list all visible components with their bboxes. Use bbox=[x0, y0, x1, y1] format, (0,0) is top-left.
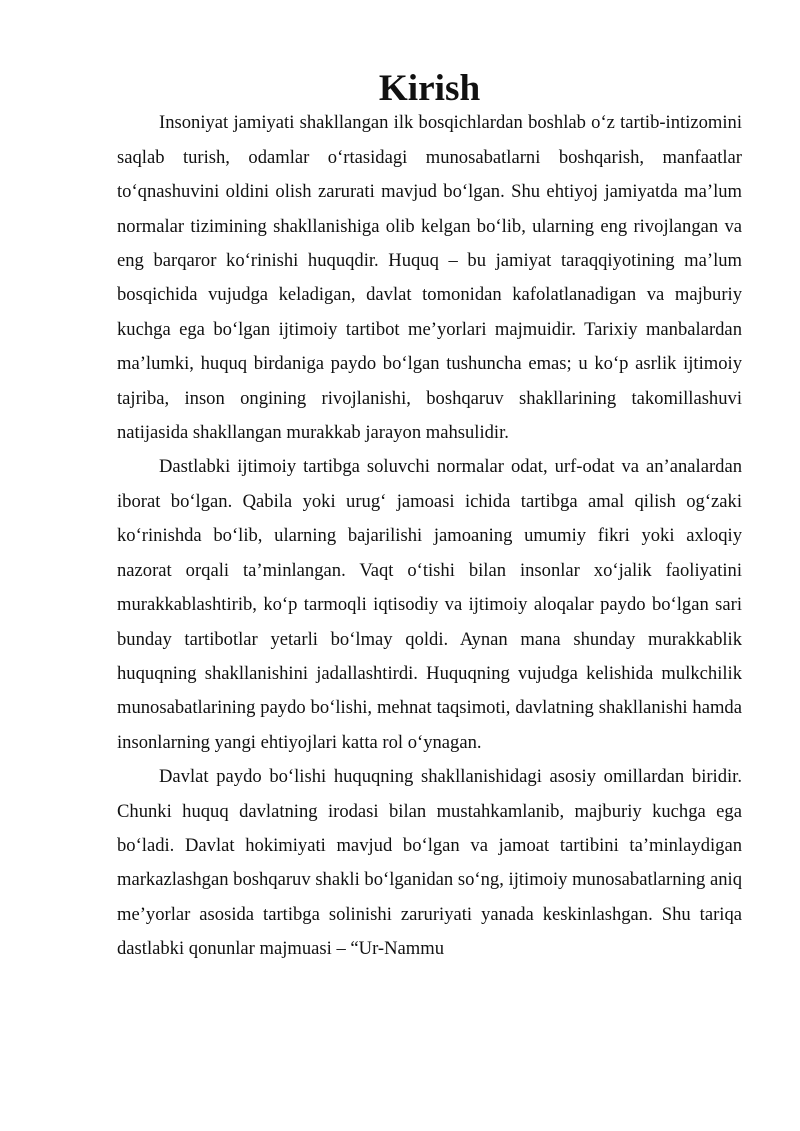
section-title: Kirish bbox=[378, 68, 481, 109]
paragraph-2: Dastlabki ijtimoiy tartibga soluvchi normalar odat, urf-odat va an’analardan iborat bo‘lgan. Qabila yoki urug‘ jamoasi ichida tartibga amal qilish og‘zaki ko‘rinishda bo‘lib, ularning bajarilishi jamoaning umumiy fikri yoki axloqiy nazorat orqali ta’minlangan. Vaqt o‘tishi bilan insonlar xo‘jalik faoliyatini murakkablashtirib, ko‘p tarmoqli iqtisodiy va ijtimoiy aloqalar paydo bo‘lgan sari bunday tartibotlar yetarli bo‘lmay qoldi. Aynan mana shunday murakkablik huquqning shakllanishini jadallashtirdi. Huquqning vujudga kelishida mulkchilik munosabatlarining paydo bo‘lishi, mehnat taqsimoti, davlatning shakllanishi hamda insonlarning yangi ehtiyojlari katta rol o‘ynagan. bbox=[117, 456, 742, 753]
document-page bbox=[117, 68, 742, 967]
paragraph-1: Insoniyat jamiyati shakllangan ilk bosqichlardan boshlab o‘z tartib-intizomini saqlab turish, odamlar o‘rtasidagi munosabatlarni boshqarish, manfaatlar to‘qnashuvini oldini olish zarurati mavjud bo‘lgan. Shu ehtiyoj jamiyatda ma’lum normalar tizimining shakllanishiga olib kelgan bo‘lib, ularning eng rivojlangan va eng barqaror ko‘rinishi huquqdir. Huquq – bu jamiyat taraqqiyotining ma’lum bosqichida vujudga keladigan, davlat tomonidan kafolatlanadigan va majburiy kuchga ega bo‘lgan ijtimoiy tartibot me’yorlari majmuidir. Tarixiy manbalardan ma’lumki, huquq birdaniga paydo bo‘lgan tushuncha emas; u ko‘p asrlik ijtimoiy tajriba, inson ongining rivojlanishi, boshqaruv shakllarining takomillashuvi natijasida shakllangan murakkab jarayon mahsulidir. bbox=[117, 112, 742, 444]
paragraph-3: Davlat paydo bo‘lishi huquqning shakllanishidagi asosiy omillardan biridir. Chunki huquq davlatning irodasi bilan mustahkamlanib, majburiy kuchga ega bo‘ladi. Davlat hokimiyati mavjud bo‘lgan va jamoat tartibini ta’minlaydigan markazlashgan boshqaruv shakli bo‘lganidan so‘ng, ijtimoiy munosabatlarning aniq me’yorlar asosida tartibga solinishi zaruriyati yanada keskinlashgan. Shu tariqa dastlabki qonunlar majmuasi – “Ur-Nammu bbox=[117, 766, 742, 960]
